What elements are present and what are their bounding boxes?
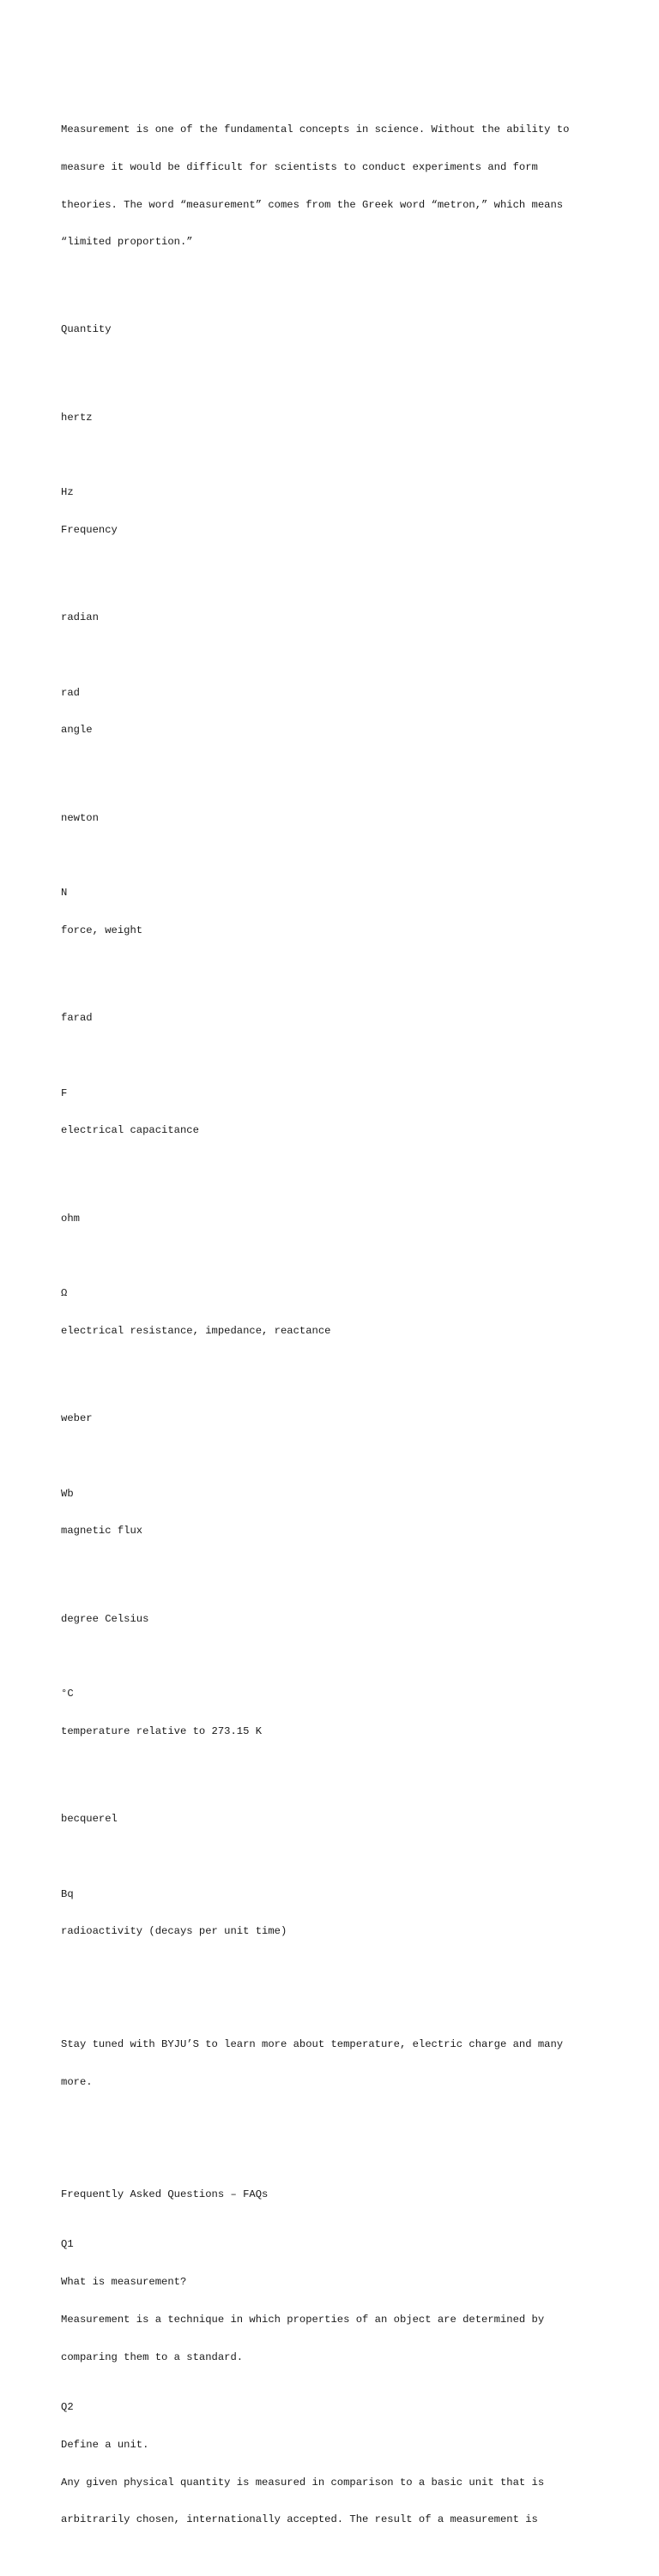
unit-symbol: rad xyxy=(61,686,80,699)
faq-answer-line: Any given physical quantity is measured in comparison to a basic unit that is xyxy=(61,2476,545,2489)
unit-quantity: temperature relative to 273.15 K xyxy=(61,1724,263,1737)
intro-paragraph xyxy=(61,99,610,274)
unit-quantity: electrical resistance, impedance, reactance xyxy=(61,1324,331,1337)
unit-symbol: Bq xyxy=(61,1887,74,1900)
unit-name: degree Celsius xyxy=(61,1612,149,1625)
unit-quantity: force, weight xyxy=(61,924,143,936)
unit-symbol: N xyxy=(61,887,68,900)
unit-name: hertz xyxy=(61,411,93,424)
unit-symbol: °C xyxy=(61,1688,74,1700)
unit-symbol: Ω xyxy=(61,1287,68,1300)
unit-quantity: electrical capacitance xyxy=(61,1124,199,1137)
faq-answer-line: arbitrarily chosen, internationally accepted. The result of a measurement is xyxy=(61,2513,538,2526)
faq-answer-line: comparing them to a standard. xyxy=(61,2350,244,2363)
faq-question-label: Q2 xyxy=(61,2401,74,2414)
unit-name: weber xyxy=(61,1412,93,1425)
intro-line: measure it would be difficult for scientists to conduct experiments and form xyxy=(61,160,538,173)
unit-quantity: radioactivity (decays per unit time) xyxy=(61,1925,287,1938)
faq-question: What is measurement? xyxy=(61,2276,187,2289)
unit-name: newton xyxy=(61,811,99,824)
unit-symbol: F xyxy=(61,1086,68,1099)
faq-question: Define a unit. xyxy=(61,2438,149,2451)
intro-line: theories. The word “measurement” comes from the Greek word “metron,” which means xyxy=(61,198,564,211)
unit-symbol: Hz xyxy=(61,486,74,499)
faq-answer-line: Measurement is a technique in which properties of an object are determined by xyxy=(61,2313,545,2326)
faq-question-label: Q1 xyxy=(61,2238,74,2251)
unit-quantity: magnetic flux xyxy=(61,1525,143,1538)
faq-heading: Frequently Asked Questions – FAQs xyxy=(61,2188,269,2200)
unit-name: farad xyxy=(61,1012,93,1025)
unit-quantity: Frequency xyxy=(61,523,118,536)
unit-quantity: angle xyxy=(61,724,93,737)
intro-line: “limited proportion.” xyxy=(61,236,193,249)
intro-line: Measurement is one of the fundamental concepts in science. Without the ability to xyxy=(61,123,570,135)
document-page xyxy=(61,61,610,2576)
unit-symbol: Wb xyxy=(61,1487,74,1500)
outro-line: more. xyxy=(61,2075,93,2088)
faq-section xyxy=(61,2164,610,2551)
unit-name: radian xyxy=(61,611,99,624)
unit-name: ohm xyxy=(61,1212,80,1225)
table-header: Quantity xyxy=(61,323,112,336)
outro-paragraph xyxy=(61,2013,610,2114)
outro-line: Stay tuned with BYJU’S to learn more about temperature, electric charge and many xyxy=(61,2037,564,2050)
unit-name: becquerel xyxy=(61,1813,118,1826)
